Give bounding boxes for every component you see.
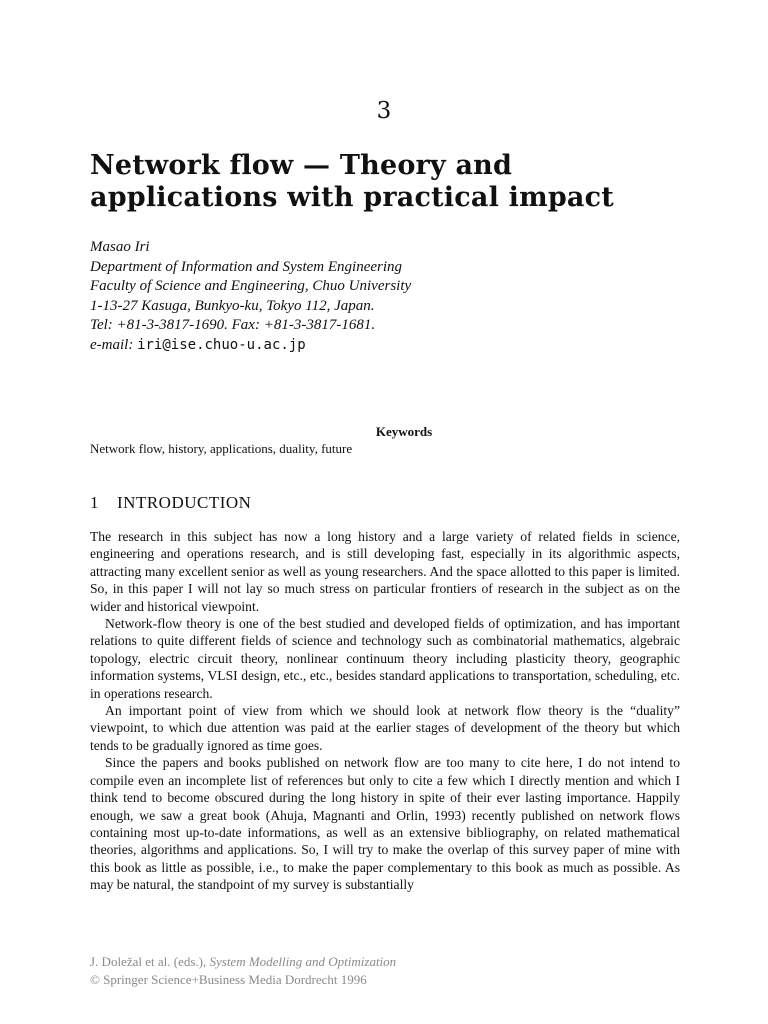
body-text (90, 528, 680, 894)
email-label: e-mail: (90, 336, 134, 353)
paragraph: Network-flow theory is one of the best studied and developed fields of optimization, and has important relations to quite different fields of science and technology such as combinatorial mathematics, algebraic topology, electric circuit theory, nonlinear continuum theory including plasticity theory, geographic information systems, VLSI design, etc., etc., besides standard applications to transportation, scheduling, etc. in operations research. (90, 616, 680, 701)
paragraph: An important point of view from which we should look at network flow theory is the “duality” viewpoint, to which due attention was paid at the earlier stages of development of the theory but which tends to be gradually ignored as time goes. (90, 703, 680, 753)
section-number: 1 (90, 493, 99, 512)
author-phone-fax: Tel: +81-3-3817-1690. Fax: +81-3-3817-1681. (90, 317, 376, 333)
paragraph: Since the papers and books published on network flow are too many to cite here, I do not intend to compile even an incomplete list of references but only to cite a few which I directly mention and which I think tend to become obscured during the long history in spite of their ever lasting importance. Happily enough, we saw a great book (Ahuja, Magnanti and Orlin, 1993) recently published on network flows containing most up-to-date informations, as well as an extensive bibliography, on related mathematical theories, algorithms and applications. So, I will try to make the overlap of this survey paper of mine with this book as little as possible, i.e., to make the paper complementary to this book as much as possible. As may be natural, the standpoint of my survey is substantially (90, 755, 680, 893)
author-address: 1-13-27 Kasuga, Bunkyo-ku, Tokyo 112, Japan. (90, 297, 375, 314)
keywords-text: Network flow, history, applications, duality, future (90, 441, 353, 456)
author-faculty: Faculty of Science and Engineering, Chuo University (90, 278, 412, 294)
author-name: Masao Iri (90, 239, 150, 255)
chapter-number: 3 (376, 98, 392, 124)
title-line-2: applications with practical impact (90, 182, 614, 213)
section-heading (90, 493, 251, 513)
paper-title (90, 150, 730, 214)
author-email-line (90, 336, 710, 356)
footer-copyright: © Springer Science+Business Media Dordrecht 1996 (90, 972, 367, 987)
section-title: INTRODUCTION (117, 493, 252, 512)
page-footer (90, 953, 396, 989)
title-line-1: Network flow — Theory and (90, 150, 513, 181)
author-department: Department of Information and System Engineering (90, 258, 403, 275)
footer-citation (90, 953, 396, 971)
paragraph: The research in this subject has now a long history and a large variety of related fields in science, engineering and operations research, and is still developing fast, especially in its algorithmic aspects, attracting many excellent senior as well as young researchers. And the space allotted to this paper is limited. So, in this paper I will not lay so much stress on particular frontiers of research in the subject as on the wider and historical viewpoint. (90, 529, 680, 614)
keywords-heading: Keywords (375, 424, 433, 439)
email-address: iri@ise.chuo-u.ac.jp (137, 336, 306, 353)
author-block (90, 238, 710, 355)
footer-editors: J. Doležal et al. (eds.), (90, 954, 210, 969)
footer-book-title: System Modelling and Optimization (209, 954, 397, 969)
